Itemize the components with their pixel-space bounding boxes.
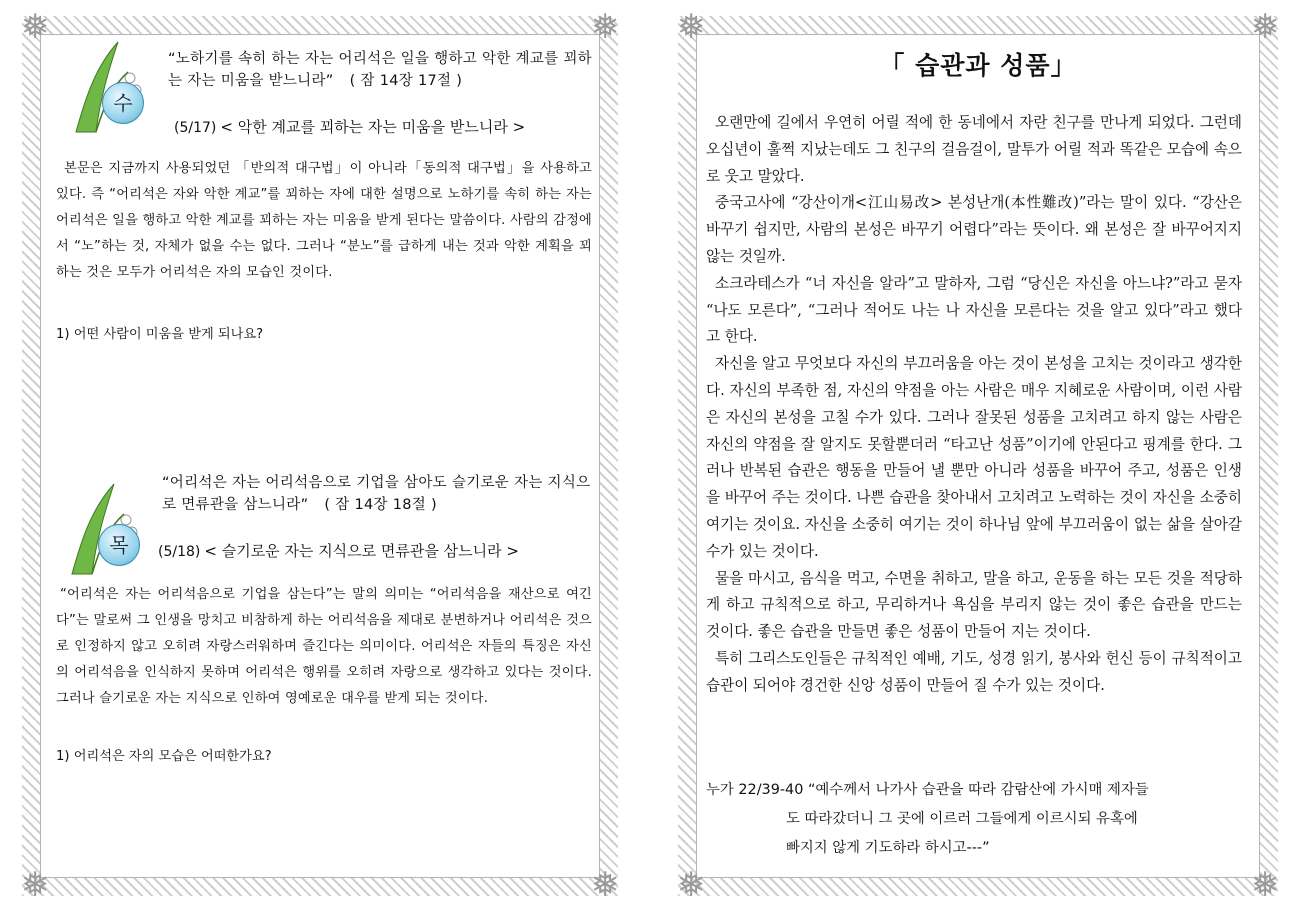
day-heading (158, 540, 519, 563)
snowflake-icon: ❅ (590, 7, 620, 47)
study-question: 1) 어떤 사람이 미움을 받게 되나요? (56, 327, 264, 342)
snowflake-icon: ❅ (1250, 7, 1280, 47)
day-heading (174, 116, 525, 139)
essay-paragraph: 자신을 알고 무엇보다 자신의 부끄러움을 아는 것이 본성을 고치는 것이라고 생각한다. 자신의 부족한 점, 자신의 약점을 아는 사람은 매우 지혜로운 사람이며, 이런 사람은 자신의 본성을 고칠 수가 있다. 그러나 잘못된 성품을 고치려고 하지 않는 사람은 자신의 약점을 잘 알지도 못할뿐더러 “타고난 성품”이기에 안된다고 핑계를 한다. 그러나 반복된 습관은 행동을 만들어 낼 뿐만 아니라 성품을 바꾸어 주고, 성품은 인생을 바꾸어 주는 것이다. 나쁜 습관을 찾아내서 고치려고 노력하는 것이 자신을 소중히 여기는 것이요. 자신을 소중히 여기는 것이 하나님 앞에 부끄러움이 없는 삶을 살아갈 수가 있는 것이다. (706, 355, 1242, 560)
essay-body (706, 110, 1242, 700)
commentary-paragraph: “어리석은 자는 어리석음으로 기업을 삼는다”는 말의 의미는 “어리석음을 재산으로 여긴다”는 말로써 그 인생을 망치고 비참하게 하는 어리석음을 제대로 분변하거나 어리석은 것으로 인정하지 않고 오히려 자랑스러워하며 즐긴다는 의미이다. 어리석은 자들의 특징은 자신의 어리석음을 인식하지 못하며 어리석은 행위를 오히려 자랑으로 생각하고 있다는 것이다. 그러나 슬기로운 자는 지식으로 인하여 영예로운 대우를 받게 되는 것이다. (56, 587, 592, 706)
day-date: (5/17) (174, 120, 217, 136)
day-badge-char: 수 (102, 82, 144, 124)
day-date: (5/18) (158, 544, 201, 560)
essay-paragraph: 중국고사에 “강산이개<江山易改> 본성난개(本性難改)”라는 말이 있다. “강산은 바꾸기 쉽지만, 사람의 본성은 바꾸기 어렵다”라는 뜻이다. 왜 본성은 잘 바꾸어지지 않는 것일까. (706, 194, 1242, 265)
study-question: 1) 어리석은 자의 모습은 어떠한가요? (56, 749, 272, 764)
essay-paragraph: 특히 그리스도인들은 규칙적인 예배, 기도, 성경 읽기, 봉사와 헌신 등이 규칙적이고 습관이 되어야 경건한 신앙 성품이 만들어 질 수가 있는 것이다. (706, 649, 1242, 694)
snowflake-icon: ❅ (20, 7, 50, 47)
essay-paragraph: 소크라테스가 “너 자신을 알라”고 말하자, 그럼 “당신은 자신을 아느냐?”라고 묻자 “나도 모른다”, “그러나 적어도 나는 나 자신을 모른다는 것을 알고 있다”라고 했다고 한다. (706, 274, 1242, 346)
left-page (20, 7, 620, 905)
snowflake-icon: ❅ (20, 865, 50, 905)
verse-reference: ( 잠 14장 17절 ) (349, 73, 463, 89)
verse-quote (162, 472, 592, 516)
right-page (676, 7, 1280, 905)
verse-text: “어리석은 자는 어리석음으로 기업을 삼아도 슬기로운 자는 지식으로 면류관을 삼느니라” (162, 475, 591, 513)
scripture-line: 빠지지 않게 기도하라 하시고---” (786, 840, 990, 856)
snowflake-icon: ❅ (590, 865, 620, 905)
verse-text: “노하기를 속히 하는 자는 어리석은 일을 행하고 악한 계교를 꾀하는 자는 미움을 받느니라” (168, 51, 592, 89)
essay-paragraph: 오랜만에 길에서 우연히 어릴 적에 한 동네에서 자란 친구를 만나게 되었다. 그런데 오십년이 훌쩍 지났는데도 그 친구의 걸음걸이, 말투가 어릴 적과 똑같은 모습에 속으로 웃고 말았다. (706, 114, 1242, 185)
commentary-paragraph: 본문은 지금까지 사용되었던 「반의적 대구법」이 아니라「동의적 대구법」을 사용하고 있다. 즉 “어리석은 자와 악한 계교”를 꾀하는 자에 대한 설명으로 노하기를 속히 하는 자는 어리석은 일을 행하고 악한 계교를 꾀하는 자는 미움을 받게 된다는 말씀이다. 사람의 감정에서 “노”하는 것, 자체가 없을 수는 없다. 그러나 “분노”를 급하게 내는 것과 악한 계획을 꾀하는 것은 모두가 어리석은 자의 모습인 것이다. (56, 161, 592, 280)
verse-quote (168, 48, 592, 92)
scripture-line: “예수께서 나가사 습관을 따라 감람산에 가시매 제자들 (807, 782, 1149, 798)
scripture-line: 도 따라갔더니 그 곳에 이르러 그들에게 이르시되 유혹에 (786, 811, 1138, 827)
essay-paragraph: 물을 마시고, 음식을 먹고, 수면을 취하고, 말을 하고, 운동을 하는 모든 것을 적당하게 하고 규칙적으로 하고, 무리하거나 욕심을 부리지 않는 것이 좋은 습관을 만드는 것이다. 좋은 습관을 만들면 좋은 성품이 만들어 지는 것이다. (706, 569, 1242, 641)
day-badge (52, 478, 148, 582)
snowflake-icon: ❅ (1250, 865, 1280, 905)
essay-title: 「 습관과 성품」 (879, 51, 1077, 80)
snowflake-icon: ❅ (676, 7, 706, 47)
snowflake-icon: ❅ (676, 865, 706, 905)
day-badge (56, 36, 152, 140)
scripture-reference: 누가 22/39-40 (706, 782, 804, 798)
day-badge-char: 목 (98, 524, 140, 566)
verse-reference: ( 잠 14장 18절 ) (324, 497, 437, 513)
scripture-quote (706, 776, 1246, 863)
day-heading-text: < 악한 계교를 꾀하는 자는 미움을 받느니라 > (220, 118, 526, 136)
day-heading-text: < 슬기로운 자는 지식으로 면류관을 삼느니라 > (204, 542, 519, 560)
